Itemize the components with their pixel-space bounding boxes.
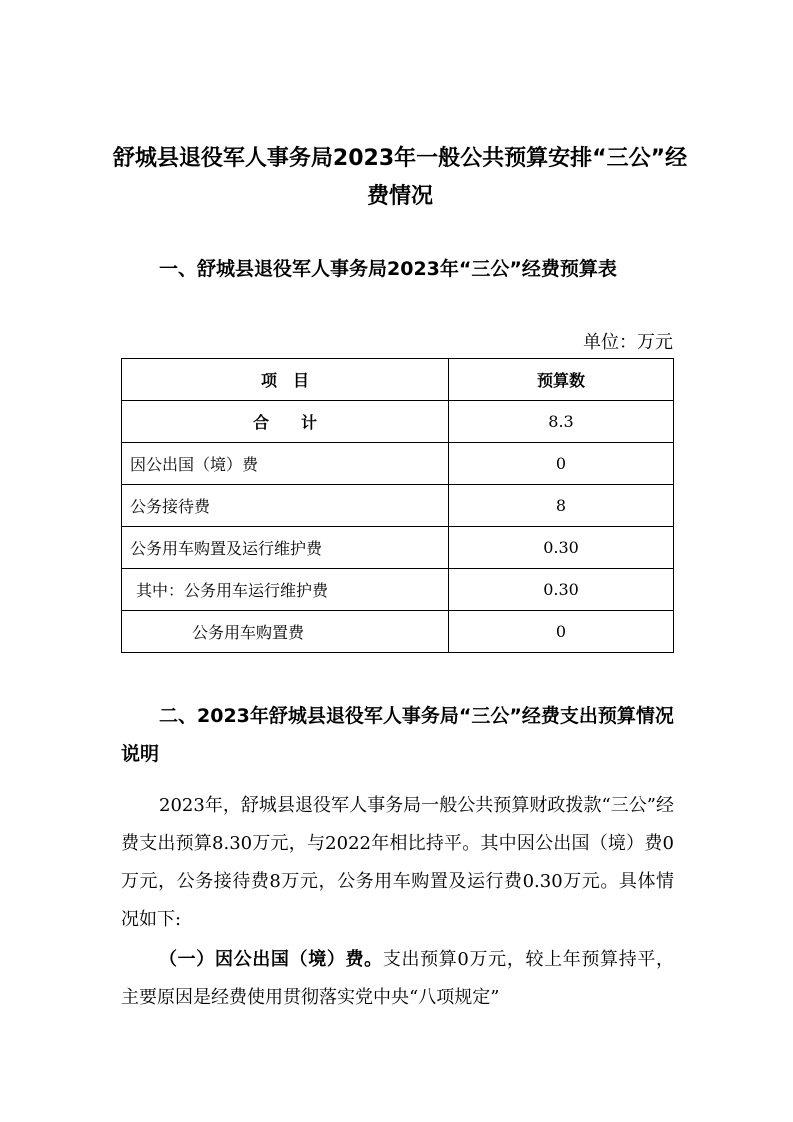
row-item: 公务用车购置及运行维护费 [122, 527, 449, 569]
table-row [122, 569, 674, 611]
row-value: 0.30 [449, 527, 674, 569]
row-value-total: 8.3 [449, 401, 674, 443]
budget-table [121, 358, 674, 653]
row-item: 公务接待费 [122, 485, 449, 527]
row-item: 其中：公务用车运行维护费 [122, 569, 449, 611]
row-item-total: 合 计 [122, 401, 449, 443]
table-header-row [122, 359, 674, 401]
paragraph-2-text: 支出预算0万元，较上年预算持平，主要原因是经费使用贯彻落实党中央“八项规定” [121, 949, 675, 1008]
table-row [122, 611, 674, 653]
row-value: 0 [449, 443, 674, 485]
table-row [122, 485, 674, 527]
paragraph-1: 2023年，舒城县退役军人事务局一般公共预算财政拨款“三公”经费支出预算8.30万元，与2022年相比持平。其中因公出国（境）费0万元，公务接待费8万元，公务用车购置及运行费0.30万元。具体情况如下: [121, 795, 674, 930]
paragraph-2 [121, 941, 674, 1017]
paragraph-2-lead: （一）因公出国（境）费。 [159, 949, 383, 970]
table-row [122, 443, 674, 485]
section1-heading: 一、舒城县退役军人事务局2023年“三公”经费预算表 [159, 258, 617, 280]
row-item: 公务用车购置费 [122, 611, 449, 653]
row-value: 0 [449, 611, 674, 653]
row-value: 8 [449, 485, 674, 527]
row-value: 0.30 [449, 569, 674, 611]
section2-heading: 二、2023年舒城县退役军人事务局“三公”经费支出预算情况说明 [121, 705, 674, 765]
row-item: 因公出国（境）费 [122, 443, 449, 485]
table-row [122, 527, 674, 569]
column-header-value: 预算数 [449, 359, 674, 401]
unit-label: 单位：万元 [583, 332, 673, 353]
document-title: 舒城县退役军人事务局2023年一般公共预算安排“三公”经费情况 [112, 146, 688, 209]
table-row [122, 401, 674, 443]
column-header-item: 项 目 [122, 359, 449, 401]
